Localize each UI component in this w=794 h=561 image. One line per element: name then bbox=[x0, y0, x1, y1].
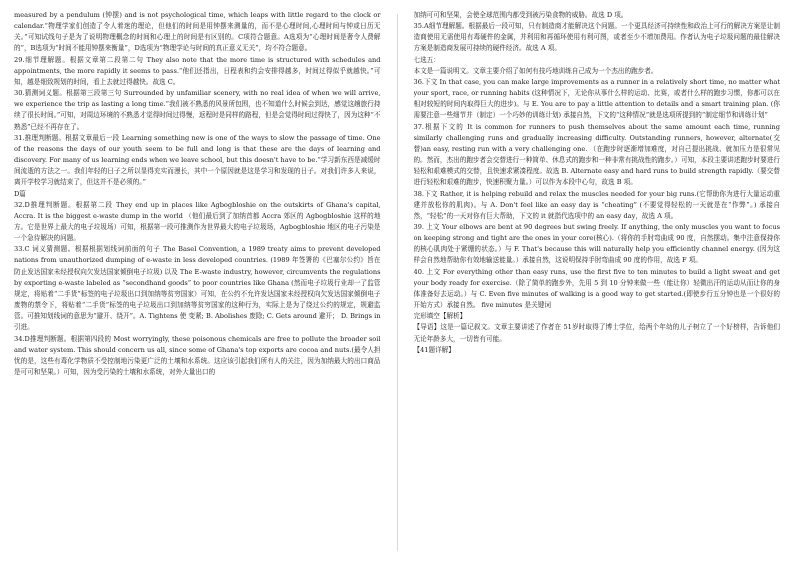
right-column bbox=[414, 10, 781, 555]
section-heading: 完形填空【解析】 bbox=[413, 312, 467, 321]
paragraph: measured by a pendulum (钟摆) and is not psychological time, which leaps with little regard to the clock or calendar.“物理学家们创造了令人着迷的理论，但他们的时间是用钟摆来测量的，而不是心理时间,心理时间与钟或日历无关。”可知试线句子是为了说明物理概念的时间和心理上的时间是有区别的。C项符合题意。A选项为“心理时间是奢令人费解的”，B选项为“时间不能用钟摆来衡量”，D选项为“物理学论与时间的真正意义无关”，均不符合题意。 bbox=[14, 11, 381, 53]
paragraph: 40. 上文 For everything other than easy runs, use the first five to ten minutes to build a light sweat and get your body ready for exercise.（除了简单的跑步外，先用 5 到 10 分钟来做一些（能让你）轻微出汗的运动从而让你的身体准备好去运动。）与 C. Even five minutes of walking is a good way to get started.(即使步行五分钟也是一个很好的开始方式）承接自然。 five minutes 是关键词 bbox=[413, 267, 780, 310]
paragraph: 30.猜测词义题。根据第三段第三句 Surrounded by unfamiliar scenery, with no real idea of when we will arrive, we experience the trip as lasting a long time.“我们被不熟悉的风景所包围，也不知道什么时候会到达，感觉这趟旅行持续了很长时间。”可知，对周边环境的不熟悉才觉得时间过得慢，返程时是同样的路程，但是会觉得时间过得快了，因为这种“不熟悉”已经不再存在了。 bbox=[14, 89, 381, 131]
paragraph: 32.D推理判断题。根据第二段 They end up in places like Agbogbloshie on the outskirts of Ghana's capital, Accra. It is the biggest e-waste dump in the world （他们最后到了加纳首都 Accra 郊区的 Agbogbloshie 这样的地方。它是世界上最大的电子垃圾场）可知，根据第一段可推测作为世界最大的电子垃圾场，Agbogbloshie 地区的电子污染是一个急待解决的问题。 bbox=[14, 200, 381, 243]
paragraph: 37.根据下文的 It is common for runners to push themselves about the same amount each time, running similarly challenging runs and gradually increasing difficulty. Outstanding runners, however, alternate(交替)an easy, resting run with a very challenging one. （在跑步时逐渐增加难度，对自己提出挑战、就加压力是很常见的。然而，杰出的跑步者会交替进行一种简单、休息式的跑步和一种非常有挑战性的跑步。）可知，本段主要讲述跑步时要进行轻松和艰难模式的交替，且快速求紧凑程度。故选 B. Alternate easy and hard runs to build strength rapidly.（要交替进行轻松和艰难的跑步，快速积聚力量。）可以作为本段中心句，故选 B 项。 bbox=[413, 122, 780, 187]
paragraph: 33.C 词义猜测题。根据根据划线词前面的句子 The Basel Convention, a 1989 treaty aims to prevent developed nations from unauthorized dumping of e-waste in less developed countries. (1989 年签署的《巴塞尔公约》旨在防止发达国家未经授权向欠发达国家倾倒电子垃圾) 以及 The E-waste industry, however, circumvents the regulations by exporting e-waste labeled as “secondhand goods” to poor countries like Ghana (然而电子垃圾行业却一了监管规定，将贴着“二手货”标签的电子垃圾出口到加纳等贫穷国家）可知，在公约不允许发达国家未经授权向欠发达国家倾倒电子废物的禁令下，将贴着“二手货”标签的电子垃圾出口到加纳等贫穷国家的这种行为，实际上是为了绕过公约的规定，规避监管。可推知划线词的意思为“避开、绕开”。A. Tightens 使 变紧; B. Abolishes 废除; C. Gets around 避开； D. Brings in 引进。 bbox=[14, 245, 381, 332]
paragraph: 38.下文 Rather, it is helping rebuild and relax the muscles needed for your big runs.(它帮助你为进行大量运动重建并放松你的肌肉)。与 A. Don't feel like an easy day is “cheating” (不要觉得轻松的一天就是在“作弊”。) 承接自然，“轻松”的一天对你有巨大帮助，下文的 it 就指代选项中的 an easy day，故选 A 项。 bbox=[413, 189, 780, 220]
left-column bbox=[14, 10, 381, 555]
section-heading: 【41题详解】 bbox=[413, 345, 455, 354]
paragraph: 29.细节理解题。根据文章第二段第二句 They also note that the more time is structured with schedules and appointments, the more rapidly it seems to pass.“他们还指出，日程表和约会安排得越多，时间过得似乎就越快。”可知，越是细致规划的时间，看上去就过得越快。故选 C。 bbox=[14, 55, 381, 86]
paragraph: 31.推理判断题。根据文章最后一段 Learning something new is one of the ways to slow the passage of time. One of the reasons the days of our youth seem to be full and long is that these are the days of learning and discovery. For many of us learning ends when we leave school, but this doesn't have to be.“学习新东西是减缓时间流逝的方法之一。我们年轻的日子之所以显得充实而漫长，其中一个原因就是这是学习和发现的日子。对我们许多人来说，离开学校学习就结束了，但这并不是必须的。” bbox=[14, 133, 381, 187]
paragraph: 36.下文 In that case, you can make large improvements as a runner in a relatively short time, no matter what your sport, race, or running habits (这种情况下，无论你从事什么样的运动、比赛，或者什么样的跑步习惯，你都可以在相对较短的时间内取得巨大的进步)。与 E. You are to pay a little attention to details and a smart training plan. (你需要注意一些细节并（制定）一个巧妙的训练计划) 承接自然，下文的“这种情况”就是选项所提到的“制定细节和训练计划” bbox=[413, 77, 780, 120]
column-divider bbox=[397, 14, 398, 551]
section-heading: D篇 bbox=[14, 189, 26, 198]
paragraph: 【导语】这是一篇记叙文。文章主要讲述了作者在 51岁时取得了博士学位，给两个年幼的儿子树立了一个好榜样，告诉他们无论年龄多大，一切皆有可能。 bbox=[413, 323, 780, 343]
paragraph: 35.A细节理解题。根据最后一段可知，只有制造商才能解决这个问题。一个更具经济可持续性和政治上可行的解决方案是让制造商使用无需使用有毒硬件的金属，并利用和再循环使用有利可图，或者至少不增加费用。作者认为电子垃圾问题的最佳解决方案是制造商发展可持续的硬件经济。故选 A 项。 bbox=[413, 22, 780, 53]
paragraph: 39. 上文 Your elbows are bent at 90 degrees but swing freely. If anything, the only muscles you want to focus on keeping strong and tight are the ones in your core(核心).（将你的手肘弯曲成 90 度，自然摆动。集中注意保持你的核心肌肉处于紧绷的状态。）与 F. That's because this will naturally help you efficiently channel energy. (因为这样会自然地帮助你有效地输送能量。）承接自然，这说明保持手肘弯曲成 90 度的作用，故选 F 项。 bbox=[413, 222, 780, 265]
paragraph: 加纳可可和坚果，会使全球范围内都受到被污染食物的威胁。故选 D 项。 bbox=[413, 11, 628, 19]
paragraph: 34.D推理判断题。根据第四段的 Most worryingly, these poisonous chemicals are free to pollute the broader soil and water system. This should concern us all, since some of Ghana's top exports are cocoa and nuts.(最令人担忧的是，这些有毒化学物质不受控制地污染更广泛的土壤和水系统。这应该引起我们所有人的关注，因为加纳最大的出口商品是可可和坚果。）可知，因为受污染的土壤和水系统，对外大量出口的 bbox=[14, 334, 381, 376]
section-heading: 七选五： bbox=[413, 55, 440, 64]
paragraph: 本文是一篇说明文。文章主要介绍了如何有技巧地训练自己成为一个杰出的跑步者。 bbox=[413, 66, 658, 75]
